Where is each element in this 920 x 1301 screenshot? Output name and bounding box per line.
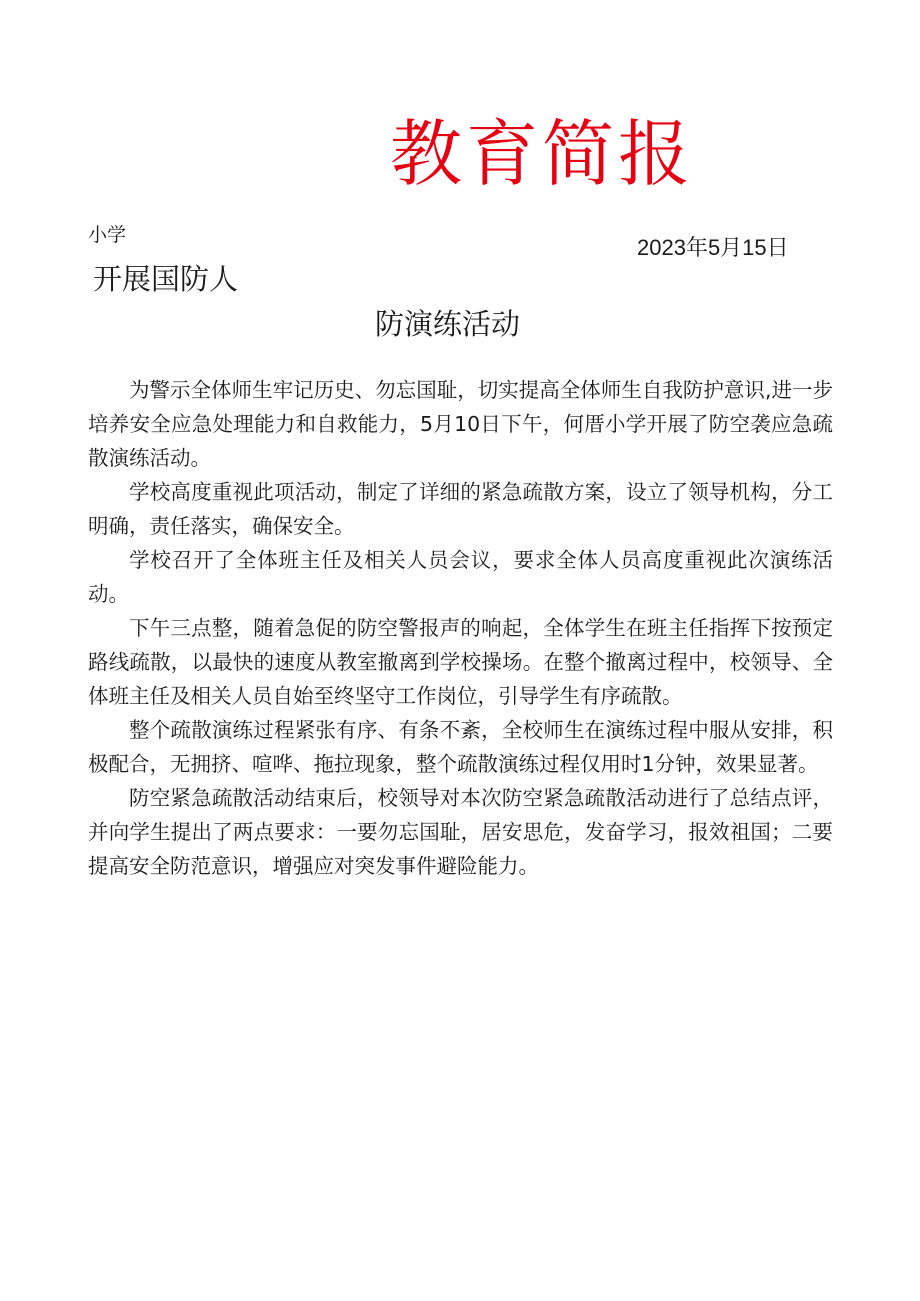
school-label: 小学 bbox=[88, 224, 127, 246]
paragraph: 学校高度重视此项活动，制定了详细的紧急疏散方案，设立了领导机构，分工明确，责任落实，确保安全。 bbox=[88, 480, 833, 538]
newsletter-masthead: 教育简报 bbox=[390, 112, 695, 196]
issue-date: 2023年5月15日 bbox=[637, 235, 789, 260]
headline-line-2: 防演练活动 bbox=[375, 307, 521, 341]
paragraph: 学校召开了全体班主任及相关人员会议，要求全体人员高度重视此次演练活动。 bbox=[88, 548, 833, 606]
headline-line-1: 开展国防人 bbox=[93, 262, 239, 296]
paragraph: 整个疏散演练过程紧张有序、有条不紊，全校师生在演练过程中服从安排，积极配合，无拥挤、喧哗、拖拉现象，整个疏散演练过程仅用时1分钟，效果显著。 bbox=[88, 718, 833, 776]
paragraph: 下午三点整，随着急促的防空警报声的响起，全体学生在班主任指挥下按预定路线疏散，以最快的速度从教室撤离到学校操场。在整个撤离过程中，校领导、全体班主任及相关人员自始至终坚守工作岗位，引导学生有序疏散。 bbox=[88, 616, 833, 708]
paragraph: 为警示全体师生牢记历史、勿忘国耻，切实提高全体师生自我防护意识,进一步培养安全应急处理能力和自救能力，5月10日下午，何厝小学开展了防空袭应急疏散演练活动。 bbox=[88, 378, 833, 470]
paragraph: 防空紧急疏散活动结束后，校领导对本次防空紧急疏散活动进行了总结点评，并向学生提出了两点要求：一要勿忘国耻，居安思危，发奋学习，报效祖国；二要提高安全防范意识，增强应对突发事件避险能力。 bbox=[88, 786, 833, 878]
article-body bbox=[88, 373, 833, 883]
